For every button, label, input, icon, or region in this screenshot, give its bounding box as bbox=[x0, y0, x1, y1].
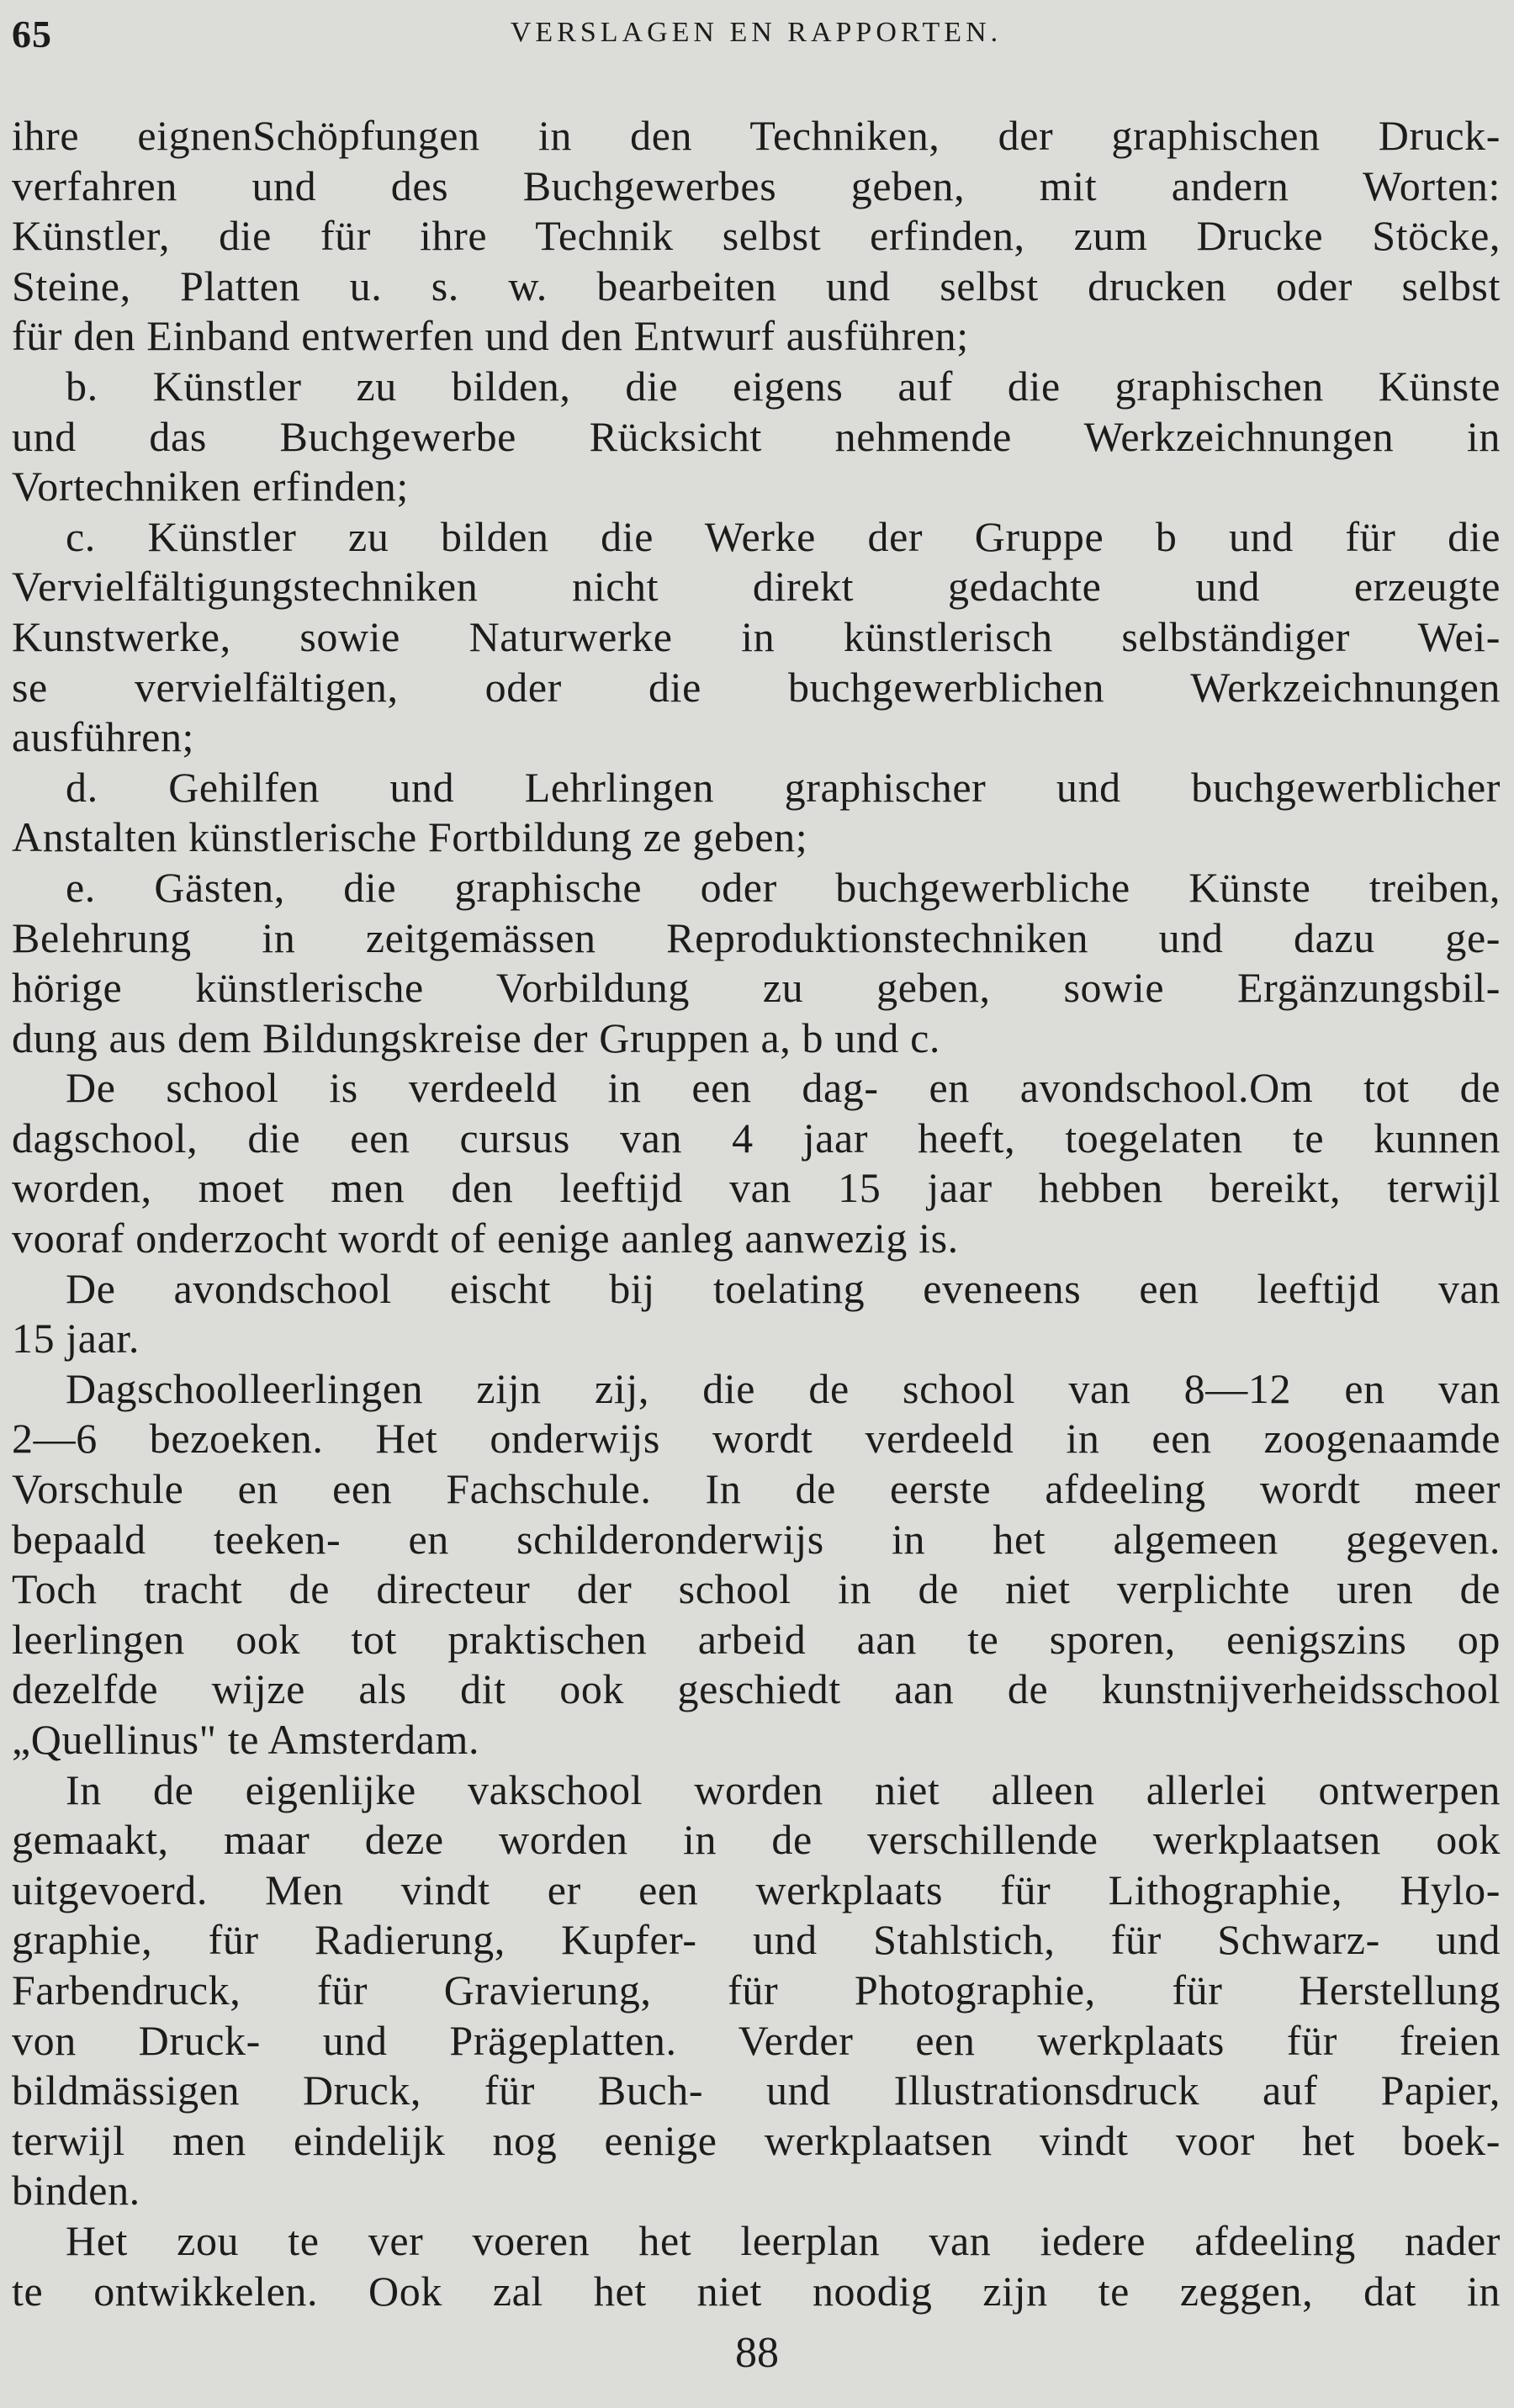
text-line: uitgevoerd. Men vindt er een werkplaats für Lithographie, Hylo- bbox=[12, 1866, 1501, 1913]
text-line: graphie, für Radierung, Kupfer- und Stahlstich, für Schwarz- und bbox=[12, 1916, 1501, 1964]
text-line: te ontwikkelen. Ook zal het niet noodig zijn te zeggen, dat in bbox=[12, 2267, 1501, 2315]
text-line: b. Künstler zu bilden, die eigens auf die graphischen Künste bbox=[66, 362, 1501, 410]
text-line: e. Gästen, die graphische oder buchgewerbliche Künste treiben, bbox=[66, 863, 1501, 911]
text-line: hörige künstlerische Vorbildung zu geben, sowie Ergänzungsbil- bbox=[12, 964, 1501, 1012]
text-line: De school is verdeeld in een dag- en avondschool.Om tot de bbox=[66, 1064, 1501, 1112]
text-line: terwijl men eindelijk nog eenige werkplaatsen vindt voor het boek- bbox=[12, 2116, 1501, 2164]
text-line: Dagschoolleerlingen zijn zij, die de school van 8—12 en van bbox=[66, 1364, 1501, 1412]
text-line: dung aus dem Bildungskreise der Gruppen a, b und c. bbox=[12, 1013, 940, 1061]
text-line: bepaald teeken- en schilderonderwijs in het algemeen gegeven. bbox=[12, 1515, 1501, 1563]
text-line: Künstler, die für ihre Technik selbst erfinden, zum Drucke Stöcke, bbox=[12, 212, 1501, 260]
text-line: Toch tracht de directeur der school in de niet verplichte uren de bbox=[12, 1565, 1501, 1613]
text-line: Anstalten künstlerische Fortbildung ze geben; bbox=[12, 813, 808, 861]
text-line: leerlingen ook tot praktischen arbeid aan te sporen, eenigszins op bbox=[12, 1615, 1501, 1663]
text-line: Vorschule en een Fachschule. In de eerste afdeeling wordt meer bbox=[12, 1465, 1501, 1513]
text-line: Farbendruck, für Gravierung, für Photographie, für Herstellung bbox=[12, 1966, 1501, 2014]
text-line: d. Gehilfen und Lehrlingen graphischer und buchgewerblicher bbox=[66, 763, 1501, 811]
text-line: für den Einband entwerfen und den Entwurf ausführen; bbox=[12, 312, 969, 360]
text-line: In de eigenlijke vakschool worden niet alleen allerlei ontwerpen bbox=[66, 1765, 1501, 1813]
text-line: vooraf onderzocht wordt of eenige aanleg aanwezig is. bbox=[12, 1215, 959, 1262]
text-line: c. Künstler zu bilden die Werke der Gruppe b und für die bbox=[66, 512, 1501, 560]
text-line: gemaakt, maar deze worden in de verschillende werkplaatsen ook bbox=[12, 1816, 1501, 1864]
text-line: Vervielfältigungstechniken nicht direkt gedachte und erzeugte bbox=[12, 563, 1501, 611]
text-line: binden. bbox=[12, 2167, 140, 2215]
text-line: und das Buchgewerbe Rücksicht nehmende Werkzeichnungen in bbox=[12, 412, 1501, 460]
text-line: De avondschool eischt bij toelating eveneens een leeftijd van bbox=[66, 1264, 1501, 1312]
text-line: verfahren und des Buchgewerbes geben, mit andern Worten: bbox=[12, 161, 1501, 209]
text-line: 2—6 bezoeken. Het onderwijs wordt verdeeld in een zoogenaamde bbox=[12, 1415, 1501, 1463]
text-line: ausführen; bbox=[12, 713, 195, 761]
text-line: se vervielfältigen, oder die buchgewerblichen Werkzeichnungen bbox=[12, 663, 1501, 711]
running-title: VERSLAGEN EN RAPPORTEN. bbox=[510, 17, 1003, 48]
text-line: Het zou te ver voeren het leerplan van iedere afdeeling nader bbox=[66, 2216, 1501, 2264]
text-line: worden, moet men den leeftijd van 15 jaar hebben bereikt, terwijl bbox=[12, 1164, 1501, 1212]
text-line: bildmässigen Druck, für Buch- und Illustrationsdruck auf Papier, bbox=[12, 2067, 1501, 2114]
text-line: 15 jaar. bbox=[12, 1315, 140, 1363]
text-line: dagschool, die een cursus van 4 jaar heeft, toegelaten te kunnen bbox=[12, 1114, 1501, 1162]
running-head bbox=[12, 7, 1501, 59]
folio-number: 88 bbox=[735, 2329, 779, 2377]
text-line: „Quellinus" te Amsterdam. bbox=[12, 1716, 480, 1763]
text-line: dezelfde wijze als dit ook geschiedt aan de kunstnijverheidsschool bbox=[12, 1665, 1501, 1713]
body-text bbox=[12, 111, 1501, 2316]
text-line: Vortechniken erfinden; bbox=[12, 463, 409, 511]
text-line: ihre eignenSchöpfungen in den Techniken, der graphischen Druck- bbox=[12, 112, 1501, 159]
text-line: Belehrung in zeitgemässen Reproduktionstechniken und dazu ge- bbox=[12, 913, 1501, 961]
text-line: Steine, Platten u. s. w. bearbeiten und selbst drucken oder selbst bbox=[12, 262, 1501, 310]
text-line: Kunstwerke, sowie Naturwerke in künstlerisch selbständiger Wei- bbox=[12, 612, 1501, 660]
page-number: 65 bbox=[12, 13, 52, 56]
text-line: von Druck- und Prägeplatten. Verder een werkplaats für freien bbox=[12, 2016, 1501, 2064]
